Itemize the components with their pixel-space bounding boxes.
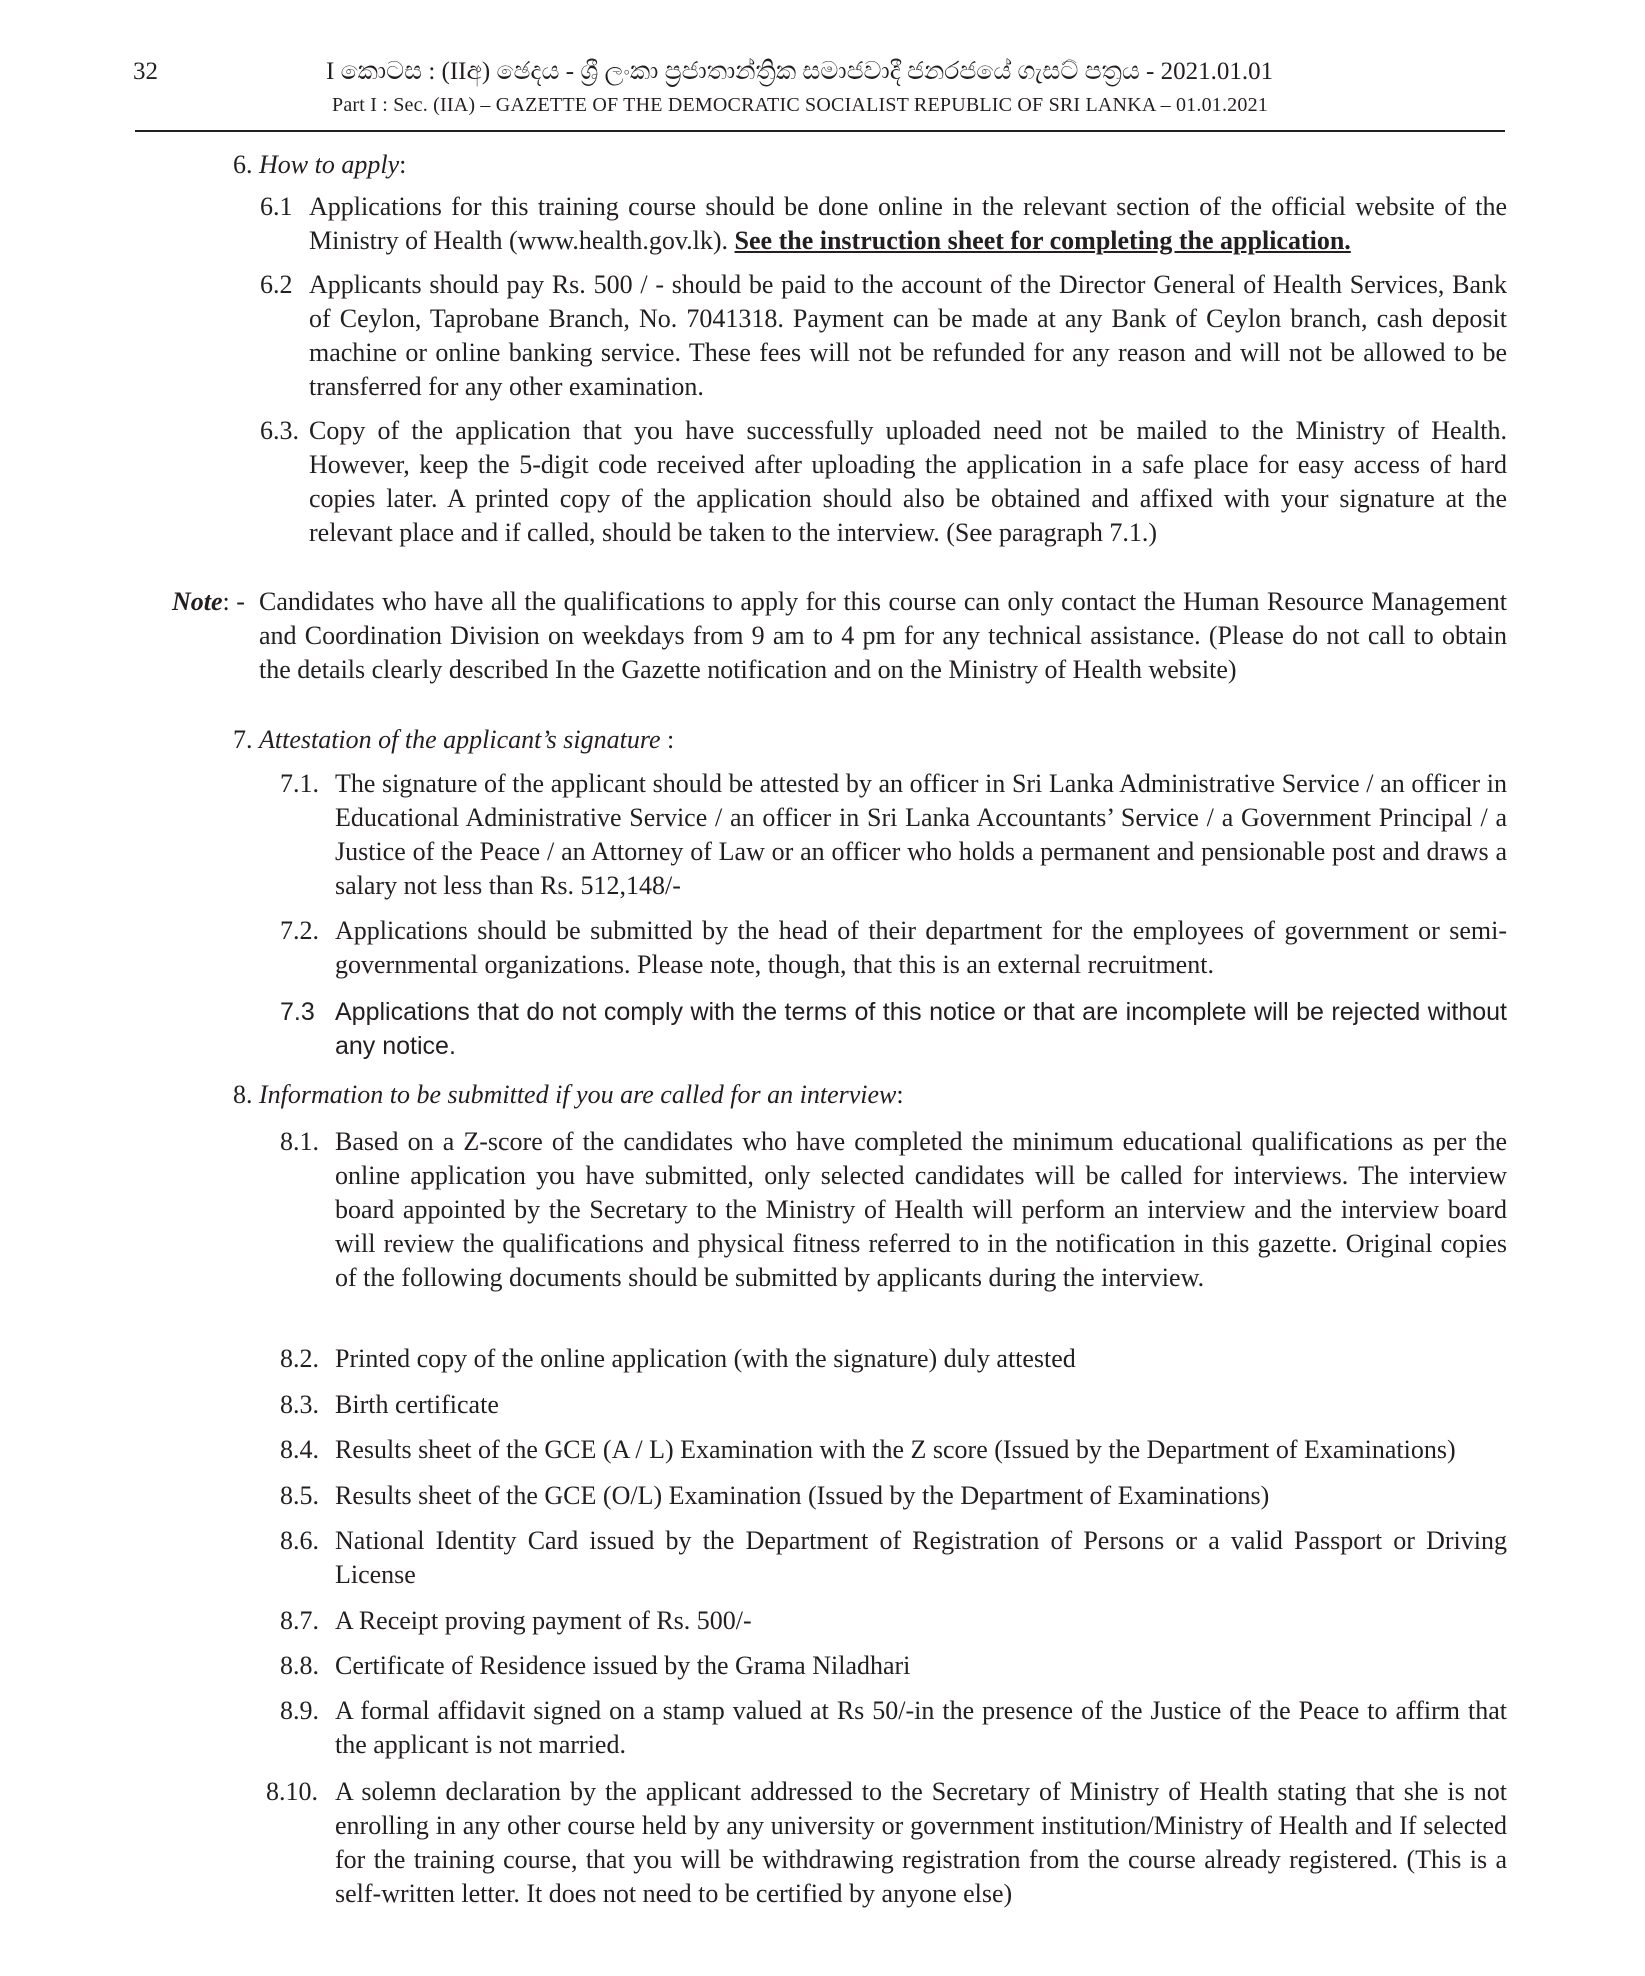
item-8-8: Certificate of Residence issued by the Grama Niladhari [335,1651,911,1680]
item-6-2: Applicants should pay Rs. 500 / - should be paid to the account of the Director General of Health Services, Bank of Ceylon, Taprobane Branch, No. 7041318. Payment can be made at any Bank of Ceylon branch, cash deposit machine or online banking service. These fees will not be refunded for any reason and will not be allowed to be transferred for any other examination. [309,270,1507,401]
item-7-3: Applications that do not comply with the terms of this notice or that are incomplete will be rejected without any notice. [335,998,1507,1060]
header-divider [135,130,1505,132]
header-title-sinhala: I කොටස : (IIඅ) ඡෙදය - ශ්‍රී ලංකා ප්‍රජාතාන්ත්‍රික සමාජවාදී ජනරජයේ ගැසට් පත්‍රය - 2021.01.01 [326,58,1274,85]
section-7-heading: 7. Attestation of the applicant’s signature : [233,725,675,754]
item-number: 8.10. [266,1777,318,1806]
item-number: 7.2. [280,916,319,945]
item-8-1: Based on a Z-score of the candidates who have completed the minimum educational qualifications as per the online application you have submitted, only selected candidates will be called for interviews. The interview board appointed by the Secretary to the Ministry of Health will perform an interview and the interview board will review the qualifications and physical fitness referred to in the notification in this gazette. Original copies of the following documents should be submitted by applicants during the interview. [335,1127,1507,1292]
item-7-1: The signature of the applicant should be attested by an officer in Sri Lanka Administrative Service / an officer in Educational Administrative Service / an officer in Sri Lanka Accountants’ Service / a Government Principal / a Justice of the Peace / an Attorney of Law or an officer who holds a permanent and pensionable post and draws a salary not less than Rs. 512,148/- [335,769,1507,900]
item-number: 8.9. [280,1696,319,1725]
item-number: 8.4. [280,1435,319,1464]
note-label: Note: - [172,587,245,616]
item-number: 7.1. [280,769,319,798]
item-number: 8.3. [280,1390,319,1419]
item-8-7: A Receipt proving payment of Rs. 500/- [335,1606,752,1635]
section-6-heading: 6. How to apply: [233,150,407,179]
note-text: Candidates who have all the qualifications to apply for this course can only contact the Human Resource Management and Coordination Division on weekdays from 9 am to 4 pm for any technical assistance. (Please do not call to obtain the details clearly described In the Gazette notification and on the Ministry of Health website) [259,587,1507,684]
item-8-2: Printed copy of the online application (with the signature) duly attested [335,1344,1076,1373]
item-number: 8.2. [280,1344,319,1373]
item-number: 6.3. [260,416,299,445]
item-number: 6.2 [260,270,293,299]
item-7-2: Applications should be submitted by the head of their department for the employees of government or semi-governmental organizations. Please note, though, that this is an external recruitment. [335,916,1507,979]
item-8-4: Results sheet of the GCE (A / L) Examination with the Z score (Issued by the Department of Examinations) [335,1435,1456,1464]
item-6-3: Copy of the application that you have successfully uploaded need not be mailed to the Ministry of Health. However, keep the 5-digit code received after uploading the application in a safe place for easy access of hard copies later. A printed copy of the application should also be obtained and affixed with your signature at the relevant place and if called, should be taken to the interview. (See paragraph 7.1.) [309,416,1507,547]
item-number: 8.5. [280,1481,319,1510]
item-8-10: A solemn declaration by the applicant addressed to the Secretary of Ministry of Health stating that she is not enrolling in any other course held by any university or government institution/Ministry of Health and If selected for the training course, that you will be withdrawing registration from the course already registered. (This is a self-written letter. It does not need to be certified by anyone else) [335,1777,1507,1908]
header-title-english: Part I : Sec. (IIA) – GAZETTE OF THE DEMOCRATIC SOCIALIST REPUBLIC OF SRI LANKA – 01.01.2021 [332,94,1268,116]
item-8-5: Results sheet of the GCE (O/L) Examination (Issued by the Department of Examinations) [335,1481,1270,1510]
item-8-9: A formal affidavit signed on a stamp valued at Rs 50/-in the presence of the Justice of the Peace to affirm that the applicant is not married. [335,1696,1507,1759]
item-number: 8.6. [280,1526,319,1555]
section-8-heading: 8. Information to be submitted if you are called for an interview: [233,1080,904,1109]
item-number: 7.3 [280,998,315,1026]
item-6-1: Applications for this training course should be done online in the relevant section of the official website of the Ministry of Health (www.health.gov.lk). See the instruction sheet for completing the application. [309,192,1507,255]
item-number: 8.8. [280,1651,319,1680]
page-number: 32 [133,58,158,85]
instruction-link-text: See the instruction sheet for completing the application. [734,226,1351,255]
item-number: 6.1 [260,192,293,221]
item-8-3: Birth certificate [335,1390,499,1419]
item-8-6: National Identity Card issued by the Department of Registration of Persons or a valid Passport or Driving License [335,1526,1507,1589]
item-number: 8.7. [280,1606,319,1635]
item-number: 8.1. [280,1127,319,1156]
